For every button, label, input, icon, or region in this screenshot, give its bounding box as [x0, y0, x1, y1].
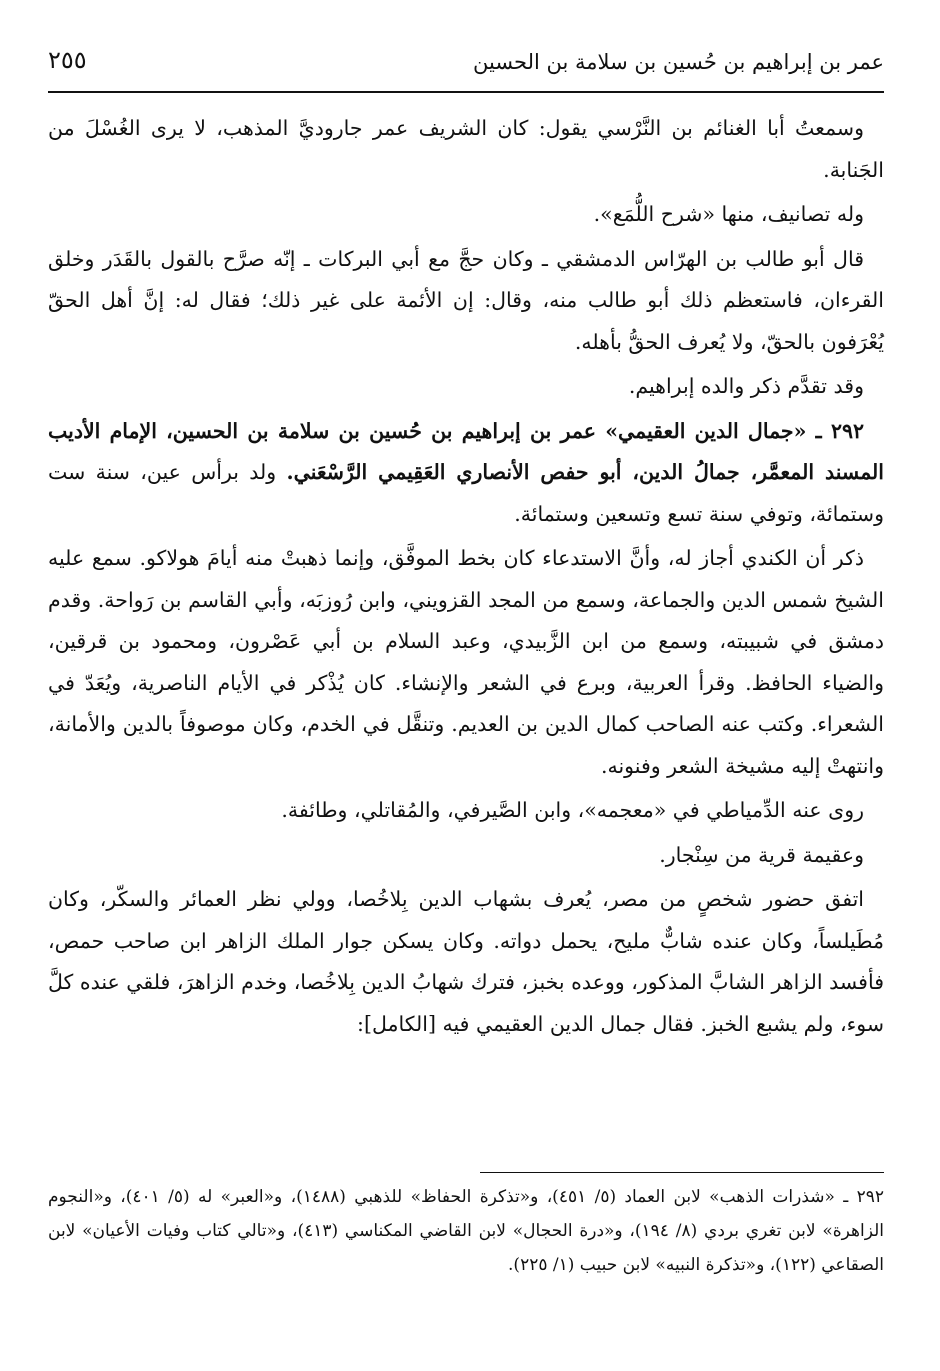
paragraph-3: قال أبو طالب بن الهرّاس الدمشقي ـ وكان حجَّ مع أبي البركات ـ إنّه صرَّح بالقول بالقَدَر وخلق القرءان، فاستعظم ذلك أبو طالب منه، وقال: إن الأئمة على غير ذلك؛ فقال له: إنَّ أهل الحقّ يُعْرَفون بالحقّ، ولا يُعرف الحقُّ بأهله. — [48, 246, 884, 354]
paragraph-9: اتفق حضور شخصٍ من مصر، يُعرف بشهاب الدين بِلاخُصا، وولي نظر العمائر والسكّر، وكان مُطَيلساً، وكان عنده شابٌّ مليح، يحمل دواته. وكان يسكن جوار الملك الزاهر ابن صاحب حمص، فأفسد الزاهر الشابَّ المذكور، ووعده بخبز، فترك شهابُ الدين بِلاخُصا، وخدم الزاهرَ، فلقي عنده كلَّ سوء، ولم يشبع الخبز. فقال جمال الدين العقيمي فيه [الكامل]: — [48, 887, 884, 1036]
entry-heading: ٢٩٢ ـ «جمال الدين العقيمي» عمر بن إبراهيم بن حُسين بن سلامة بن الحسين، الإمام الأديب المسند المعمَّر، جمالُ الدين، أبو حفص الأنصاري العَقِيمي الرَّسْعَني. — [48, 418, 884, 484]
footnote-divider — [480, 1172, 884, 1173]
paragraph-7: روى عنه الدِّمياطي في «معجمه»، وابن الصَّيرفي، والمُقاتلي، وطائفة. — [281, 798, 864, 822]
paragraph-4: وقد تقدَّم ذكر والده إبراهيم. — [628, 374, 864, 398]
header-divider — [48, 91, 884, 93]
main-text — [48, 108, 884, 1048]
paragraph-2: وله تصانيف، منها «شرح اللُّمَع». — [593, 202, 864, 226]
paragraph-8: وعقيمة قرية من سِنْجار. — [659, 842, 864, 867]
biography-entry-292 — [48, 411, 884, 536]
entry-birth-death: ولد برأس عين، سنة ست وستمائة، وتوفي سنة تسع وتسعين وستمائة. — [48, 460, 884, 526]
footnote-292: ٢٩٢ ـ «شذرات الذهب» لابن العماد (٥/ ٤٥١)، و«تذكرة الحفاظ» للذهبي (١٤٨٨)، و«العبر» له (٥/ ٤٠١)، و«النجوم الزاهرة» لابن تغري بردي (٨/ ١٩٤)، و«درة الحجال» لابن القاضي المكناسي (٤١٣)، و«تالي كتاب وفيات الأعيان» لابن الصقاعي (١٢٢)، و«تذكرة النبيه» لابن حبيب (١/ ٢٢٥). — [48, 1187, 884, 1275]
running-header — [48, 40, 884, 86]
footnotes — [48, 1180, 884, 1282]
paragraph-6: ذكر أن الكندي أجاز له، وأنَّ الاستدعاء كان بخط الموفَّق، وإنما ذهبتْ منه أيامَ هولاكو. سمع عليه الشيخ شمس الدين والجماعة، وسمع من المجد القزويني، وابن رُوزبَه، وأبي القاسم بن رَواحة. وقدم دمشق في شبيبته، وسمع من ابن الزَّبيدي، وعبد السلام بن أبي عَصْرون، ومحمود بن قرقين، والضياء الحافظ. وقرأ العربية، وبرع في الشعر والإنشاء. كان يُذْكر في الأيام الناصرية، ويُعَدّ في الشعراء. وكتب عنه الصاحب كمال الدين بن العديم. وتنقَّل في الخدم، وكان موصوفاً بالدين والأمانة، وانتهتْ إليه مشيخة الشعر وفنونه. — [48, 546, 884, 778]
running-title: عمر بن إبراهيم بن حُسين بن سلامة بن الحسين — [473, 50, 884, 74]
page-number: ٢٥٥ — [48, 46, 87, 74]
paragraph-1: وسمعتُ أبا الغنائم بن النَّرْسي يقول: كان الشريف عمر جاروديَّ المذهب، لا يرى الغُسْلَ من الجَنابة. — [48, 116, 884, 182]
